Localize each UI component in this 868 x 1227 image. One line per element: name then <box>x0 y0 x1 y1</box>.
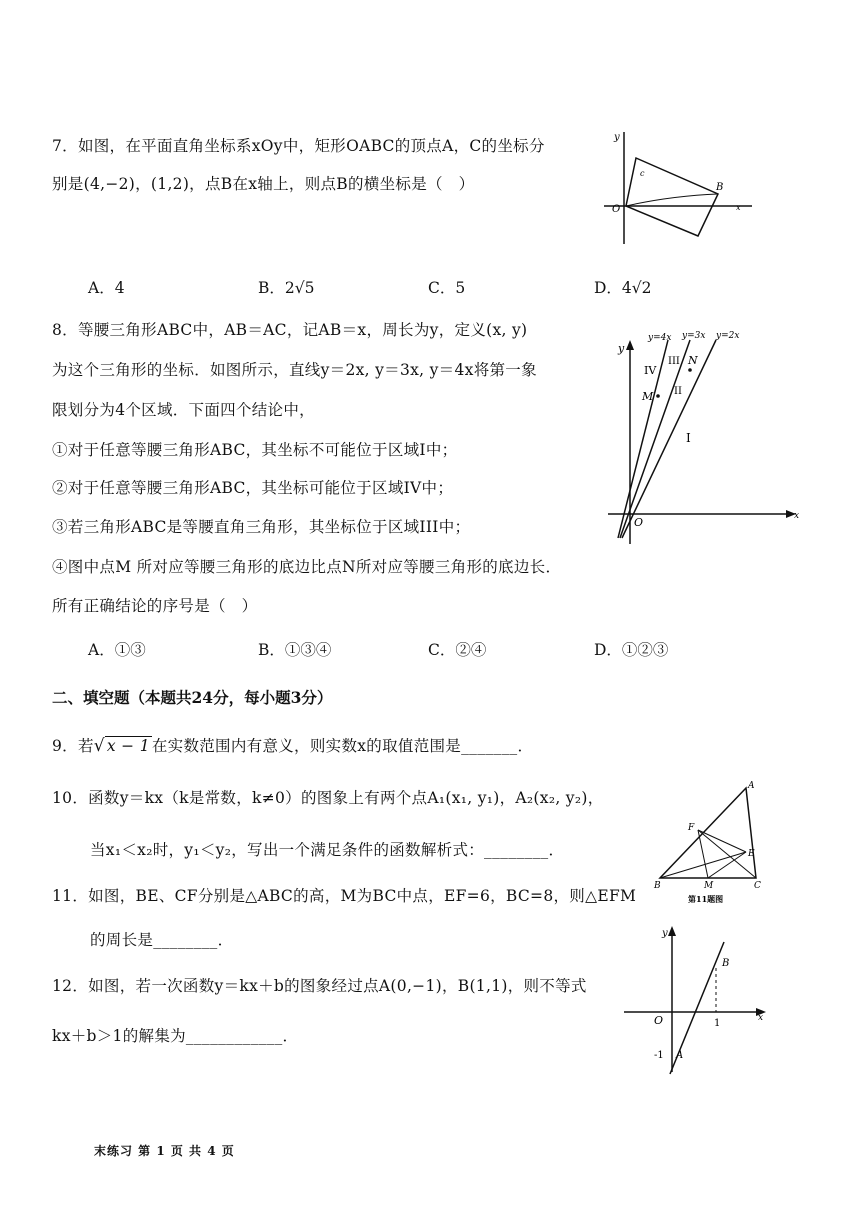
q12-fig-tick-1-label: 1 <box>714 1018 721 1029</box>
q11-fig-b-label: B <box>654 881 661 891</box>
q8-figure <box>598 326 808 548</box>
q8-fig-region-4-label: IV <box>644 364 657 377</box>
q10-text-line2: 当x₁＜x₂时，y₁＜y₂，写出一个满足条件的函数解析式：________． <box>90 841 565 859</box>
q11-fig-f-label: F <box>688 823 695 833</box>
q7-option-c[interactable]: C．5 <box>428 279 466 297</box>
q7-fig-o-label: O <box>612 204 621 215</box>
q8-option-c[interactable]: C．②④ <box>428 641 487 659</box>
q12-fig-b-label: B <box>722 958 730 969</box>
q8-question-line: 所有正确结论的序号是（ ） <box>52 597 258 615</box>
page-footer: 末练习 第 1 页 共 4 页 <box>94 1144 235 1158</box>
q8-fig-point-n <box>688 368 692 372</box>
q11-figure <box>648 778 772 904</box>
q7-fig-x-label: x <box>736 203 741 212</box>
q12-text-line1: 12．如图，若一次函数y＝kx＋b的图象经过点A(0,−1)，B(1,1)，则不等式 <box>52 977 587 995</box>
q12-figure <box>620 926 770 1076</box>
q12-fig-y-label: y <box>662 928 668 939</box>
q8-fig-line-3x-label: y=3x <box>682 331 706 341</box>
q11-text-line1: 11．如图，BE、CF分别是△ABC的高，M为BC中点，EF=6，BC=8，则△EFM <box>52 887 637 905</box>
q11-fig-e-label: E <box>748 849 755 859</box>
q12-fig-tick-minus1-label: -1 <box>654 1050 664 1061</box>
q12-fig-origin-label: O <box>654 1014 664 1027</box>
q7-text-line2: 别是(4,−2)，(1,2)，点B在x轴上，则点B的横坐标是（ ） <box>52 175 475 193</box>
q8-fig-origin-label: O <box>634 516 644 529</box>
q9-suffix: 在实数范围内有意义，则实数x的取值范围是_______． <box>151 737 534 755</box>
q7-text-line1: 7．如图，在平面直角坐标系xOy中，矩形OABC的顶点A，C的坐标分 <box>52 137 545 155</box>
q10-text-line1: 10．函数y＝kx（k是常数，k≠0）的图象上有两个点A₁(x₁, y₁)，A₂(x₂, y₂)， <box>52 789 604 807</box>
section-2-heading: 二、填空题（本题共24分，每小题3分） <box>52 688 333 707</box>
q8-fig-line-4x-label: y=4x <box>648 333 672 343</box>
q8-fig-x-label: x <box>794 511 800 521</box>
q12-fig-a-label: A <box>676 1050 684 1061</box>
q11-text-line2: 的周长是________． <box>90 931 234 949</box>
q11-fig-a-label: A <box>748 781 755 791</box>
q8-fig-point-n-label: N <box>688 354 698 367</box>
q9-text <box>52 734 533 756</box>
q8-fig-point-m-label: M <box>642 390 654 403</box>
q11-fig-c-label: C <box>754 881 761 891</box>
q8-option-b[interactable]: B．①③④ <box>258 641 332 659</box>
q8-statement-2: ②对于任意等腰三角形ABC，其坐标可能位于区域IV中； <box>52 479 454 497</box>
q7-fig-c-label: c <box>640 169 645 178</box>
q7-fig-y-label: y <box>614 132 620 143</box>
q8-fig-region-3-label: III <box>668 356 680 367</box>
q9-prefix: 9．若 <box>52 737 94 755</box>
q8-option-d[interactable]: D．①②③ <box>594 641 669 659</box>
q9-radicand: x − 1 <box>106 737 150 755</box>
q8-fig-region-1-label: I <box>686 431 691 445</box>
q8-fig-point-m <box>656 394 660 398</box>
q7-figure <box>600 128 760 248</box>
q8-statement-1: ①对于任意等腰三角形ABC，其坐标不可能位于区域I中； <box>52 441 458 459</box>
q9-sqrt: √ x − 1 <box>93 736 150 756</box>
q7-option-a[interactable]: A．4 <box>88 279 125 297</box>
q8-text-line1: 8．等腰三角形ABC中，AB＝AC，记AB＝x，周长为y，定义(x, y) <box>52 321 528 339</box>
q8-fig-line-2x-label: y=2x <box>716 331 740 341</box>
q7-option-b[interactable]: B．2√5 <box>258 279 315 297</box>
q8-option-a[interactable]: A．①③ <box>88 641 146 659</box>
q12-text-line2: kx＋b＞1的解集为____________． <box>52 1027 299 1045</box>
q7-fig-b-label: B <box>716 182 724 193</box>
q8-fig-y-label: y <box>618 342 625 355</box>
q12-fig-x-label: x <box>758 1013 764 1023</box>
q8-text-line3: 限划分为4个区域．下面四个结论中， <box>52 401 315 419</box>
q8-fig-region-2-label: II <box>674 386 682 397</box>
q7-option-d[interactable]: D．4√2 <box>594 279 652 297</box>
q8-statement-3: ③若三角形ABC是等腰直角三角形，其坐标位于区域III中； <box>52 518 471 536</box>
q8-statement-4: ④图中点M 所对应等腰三角形的底边比点N所对应等腰三角形的底边长． <box>52 558 562 576</box>
q8-text-line2: 为这个三角形的坐标．如图所示，直线y＝2x, y＝3x, y＝4x将第一象 <box>52 361 537 379</box>
q11-fig-caption: 第11题图 <box>688 894 724 904</box>
q11-fig-m-label: M <box>704 881 714 891</box>
